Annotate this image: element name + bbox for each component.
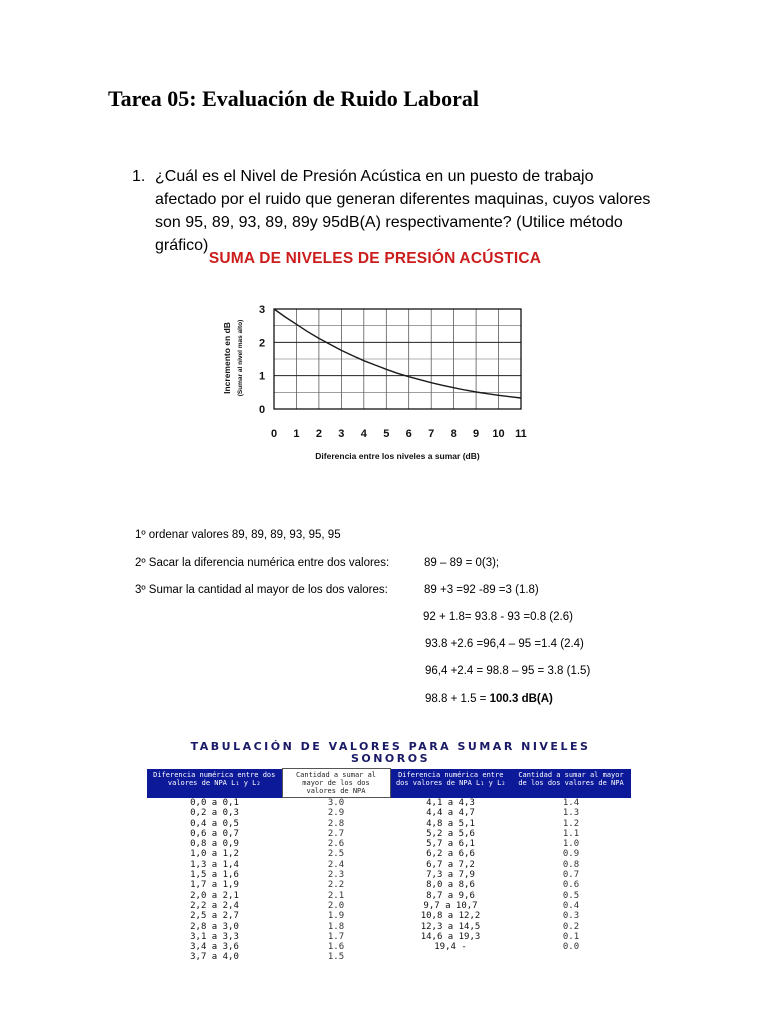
table-cell: 0,0 a 0,1 (190, 797, 239, 808)
table-cell: 1.6 (327, 942, 345, 953)
table-cell: 2,5 a 2,7 (190, 911, 239, 922)
table-cell: 0.7 (562, 870, 580, 881)
table-cell: 4,8 a 5,1 (426, 818, 475, 829)
table-cell: 1,5 a 1,6 (190, 870, 239, 881)
table-cell: 1.2 (562, 818, 580, 829)
x-tick-label: 2 (315, 428, 322, 440)
table-cell: 8,0 a 8,6 (426, 880, 475, 891)
table-cell: 6,2 a 6,6 (426, 849, 475, 860)
table-cell: 0.5 (562, 890, 580, 901)
step-3-label: 3º Sumar la cantidad al mayor de los dos valores: (135, 584, 388, 596)
table-cell: 2,2 a 2,4 (190, 900, 239, 911)
y-tick-label: 3 (258, 304, 266, 316)
y-axis-label: Incremento en dB (222, 322, 232, 394)
header-diff-2: Diferencia numérica entre dos valores de NPA L₁ y L₂ (390, 769, 511, 798)
table-row (147, 798, 631, 809)
table-cell: 6,7 a 7,2 (426, 859, 475, 870)
table-cell: 0.3 (562, 911, 580, 922)
table-cell: 8,7 a 9,6 (426, 890, 475, 901)
table-cell: 1.9 (327, 911, 345, 922)
step-3-calc: 89 +3 =92 -89 =3 (1.8) (424, 584, 539, 596)
table-cell: 2.1 (327, 890, 345, 901)
table-cell: 2,8 a 3,0 (190, 921, 239, 932)
table-row (147, 942, 631, 952)
table-cell: 3,4 a 3,6 (190, 942, 239, 953)
table-title-line-2: SONOROS (350, 752, 431, 765)
final-result: 100.3 dB(A) (489, 693, 553, 705)
y-tick-label: 1 (258, 370, 266, 383)
table-cell: 0.8 (562, 859, 580, 870)
calc-line-4-prefix: 98.8 + 1.5 = (425, 693, 490, 705)
x-tick-label: 11 (515, 428, 527, 440)
table-cell: 4,1 a 4,3 (426, 797, 475, 808)
table-cell: 2.6 (327, 839, 345, 850)
table-cell: 2.5 (327, 849, 345, 860)
table-row (147, 880, 631, 890)
table-cell: 3,7 a 4,0 (190, 952, 239, 963)
header-add-2: Cantidad a sumar al mayor de los dos valores de NPA (511, 769, 631, 798)
calc-line-4 (425, 693, 553, 705)
table-cell: 0,4 a 0,5 (190, 818, 239, 829)
table-row (147, 849, 631, 859)
table-cell: 3,1 a 3,3 (190, 931, 239, 942)
table-cell: 2.7 (327, 828, 345, 839)
table-cell: 2.4 (327, 859, 345, 870)
chart-title: SUMA DE NIVELES DE PRESIÓN ACÚSTICA (208, 250, 542, 267)
table-cell: 9,7 a 10,7 (423, 900, 478, 911)
x-tick-label: 10 (492, 428, 505, 440)
page-title: Tarea 05: Evaluación de Ruido Laboral (108, 86, 480, 111)
table-cell: 0.4 (562, 900, 580, 911)
calc-line-1: 92 + 1.8= 93.8 - 93 =0.8 (2.6) (423, 611, 573, 623)
table-cell: 7,3 a 7,9 (426, 870, 475, 881)
table-cell: 1.3 (562, 808, 580, 819)
step-2-label: 2º Sacar la diferencia numérica entre dos valores: (135, 557, 390, 569)
x-tick-label: 7 (428, 428, 435, 440)
table-cell: 1.4 (562, 797, 580, 808)
table-header-row (147, 769, 631, 798)
tabulation-table-section (147, 741, 634, 963)
table-row (147, 839, 631, 849)
table-cell: 0.1 (562, 931, 580, 942)
table-row (147, 922, 631, 932)
x-tick-label: 0 (270, 428, 278, 440)
table-cell: 1.8 (327, 921, 345, 932)
x-tick-label: 1 (293, 428, 300, 440)
table-title-line-1: TABULACIÓN DE VALORES PARA SUMAR NIVELES (190, 740, 591, 753)
table-cell: 2.0 (327, 900, 345, 911)
table-row (147, 870, 631, 880)
table-cell: 0,2 a 0,3 (190, 808, 239, 819)
table-row (147, 952, 631, 962)
table-cell (511, 952, 631, 962)
table-cell (390, 952, 511, 962)
x-tick-label: 5 (383, 428, 390, 440)
step-2-calc: 89 – 89 = 0(3); (424, 557, 500, 569)
table-cell: 3.0 (327, 798, 345, 808)
table-row (147, 808, 631, 818)
table-row (147, 819, 631, 829)
x-tick-label: 8 (450, 428, 457, 440)
table-cell: 0.0 (562, 942, 580, 953)
table-cell: 1.0 (562, 839, 580, 850)
table-cell: 14,6 a 19,3 (420, 931, 481, 942)
table-cell: 2.3 (327, 870, 345, 881)
y-tick-label: 2 (258, 337, 266, 350)
table-cell: 0.9 (562, 849, 580, 860)
table-cell: 2.9 (327, 808, 345, 819)
table-cell: 0.6 (562, 880, 580, 891)
table-row (147, 911, 631, 921)
table-title (147, 741, 634, 765)
table-cell: 2,0 a 2,1 (190, 890, 239, 901)
y-tick-label: 0 (258, 404, 266, 416)
table-row (147, 860, 631, 870)
table-body (147, 798, 631, 963)
question-number: 1. (132, 168, 146, 185)
step-1: 1º ordenar valores 89, 89, 89, 93, 95, 95 (135, 529, 341, 541)
tabulation-table (147, 768, 631, 963)
table-cell: 2.8 (327, 818, 345, 829)
table-cell: 1,7 a 1,9 (190, 880, 239, 891)
x-axis-label: Diferencia entre los niveles a sumar (dB) (315, 451, 480, 461)
table-row (147, 829, 631, 839)
table-cell: 1.1 (562, 828, 580, 839)
table-cell: 12,3 a 14,5 (420, 921, 481, 932)
calc-line-3: 96,4 +2.4 = 98.8 – 95 = 3.8 (1.5) (425, 665, 591, 677)
table-cell: 0.2 (562, 921, 580, 932)
table-cell: 2.2 (327, 880, 345, 891)
table-cell: 4,4 a 4,7 (426, 808, 475, 819)
y-axis-sublabel: (Sumar al nivel mas alto) (237, 319, 244, 397)
table-cell: 0,8 a 0,9 (190, 839, 239, 850)
header-diff-1: Diferencia numérica entre dos valores de NPA L₁ y L₂ (147, 769, 282, 798)
table-row (147, 891, 631, 901)
table-cell: 19,4 - (434, 942, 467, 953)
table-cell: 5,2 a 5,6 (426, 828, 475, 839)
table-cell: 1,0 a 1,2 (190, 849, 239, 860)
table-cell: 0,6 a 0,7 (190, 828, 239, 839)
table-cell: 1.5 (327, 952, 345, 963)
x-tick-label: 3 (338, 428, 345, 440)
header-add-1: Cantidad a sumar al mayor de los dos valores de NPA (282, 769, 390, 798)
x-tick-label: 9 (473, 428, 480, 440)
table-row (147, 901, 631, 911)
calc-line-2: 93.8 +2.6 =96,4 – 95 =1.4 (2.4) (425, 638, 584, 650)
x-tick-label: 4 (360, 428, 367, 440)
table-row (147, 932, 631, 942)
x-tick-label: 6 (405, 428, 412, 440)
table-cell: 5,7 a 6,1 (426, 839, 475, 850)
table-cell: 1.7 (327, 931, 345, 942)
table-cell: 10,8 a 12,2 (420, 911, 481, 922)
question-text: ¿Cuál es el Nivel de Presión Acústica en un puesto de trabajo afectado por el ruido que generan diferentes maquinas, cuyos valores son 95, 89, 93, 89, 89y 95dB(A) respectivamente? (Utilice método gráfico) (155, 168, 651, 254)
table-cell: 1,3 a 1,4 (190, 859, 239, 870)
